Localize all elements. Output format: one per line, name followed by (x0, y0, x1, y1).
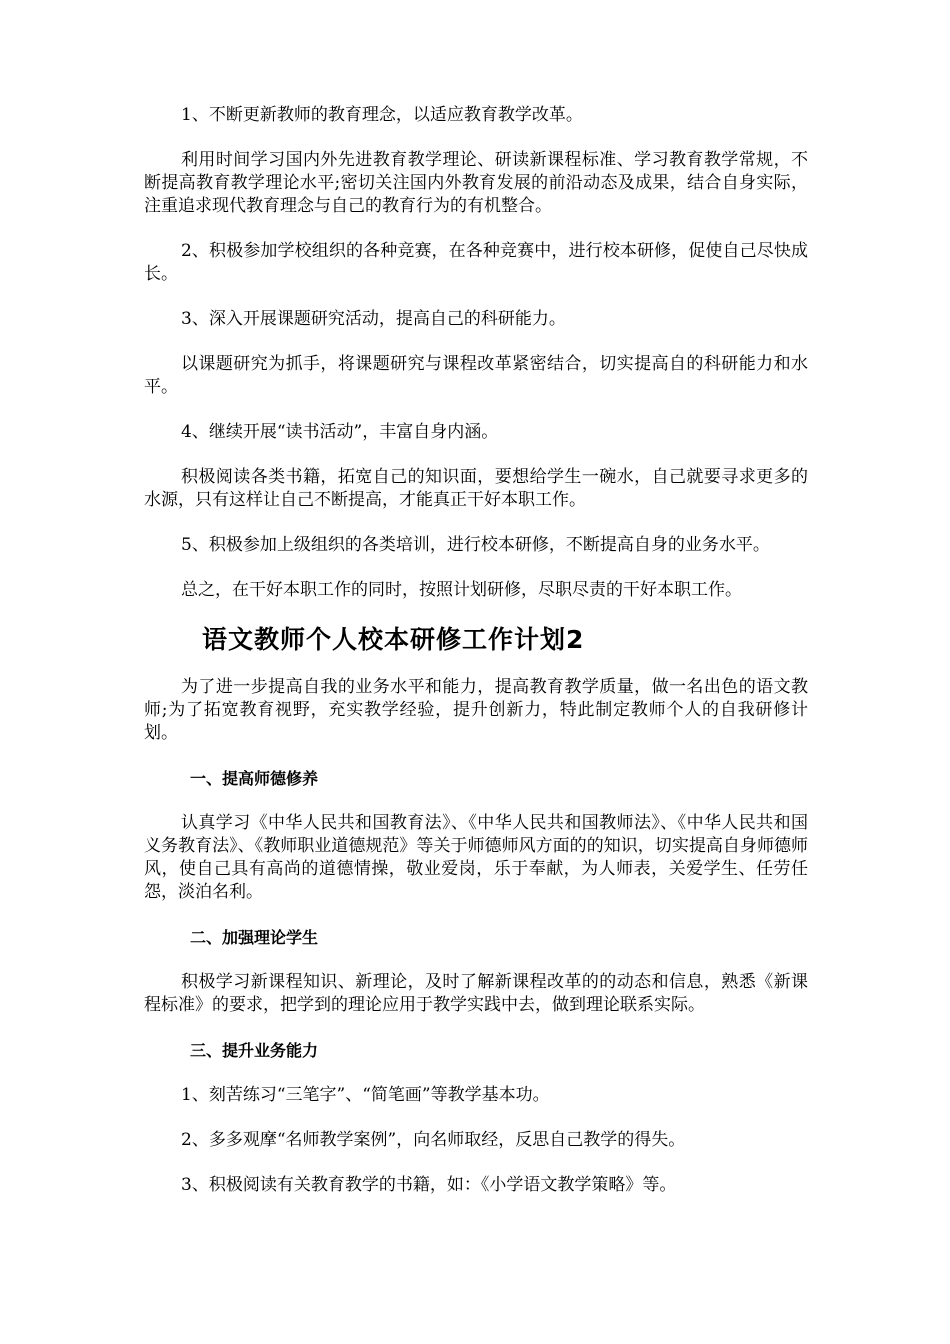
document-page (144, 104, 808, 1219)
paragraph-12: 积极学习新课程知识、新理论，及时了解新课程改革的的动态和信息，熟悉《新课程标准》的要求，把学到的理论应用于教学实践中去，做到理论联系实际。 (144, 972, 808, 1015)
paragraph-7: 积极阅读各类书籍，拓宽自己的知识面，要想给学生一碗水，自己就要寻求更多的水源，只有这样让自己不断提高，才能真正干好本职工作。 (144, 467, 808, 510)
paragraph-11: 认真学习《中华人民共和国教育法》、《中华人民共和国教师法》、《中华人民共和国义务教育法》、《教师职业道德规范》等关于师德师风方面的的知识，切实提高自身师德师风，使自己具有高尚的道德情操，敬业爱岗，乐于奉献，为人师表，关爱学生、任劳任怨，淡泊名利。 (144, 813, 808, 902)
section-heading-2: 二、加强理论学生 (190, 928, 319, 947)
paragraph-8: 5、积极参加上级组织的各类培训，进行校本研修，不断提高自身的业务水平。 (181, 535, 770, 555)
paragraph-14: 2、多多观摩“名师教学案例”，向名师取经，反思自己教学的得失。 (181, 1130, 686, 1150)
paragraph-6: 4、继续开展“读书活动”，丰富自身内涵。 (181, 422, 499, 442)
paragraph-5: 以课题研究为抓手，将课题研究与课程改革紧密结合，切实提高自的科研能力和水平。 (144, 354, 808, 397)
paragraph-13: 1、刻苦练习“三笔字”、“简笔画”等教学基本功。 (181, 1085, 550, 1105)
paragraph-15: 3、积极阅读有关教育教学的书籍，如：《小学语文教学策略》等。 (181, 1175, 677, 1195)
paragraph-9: 总之，在干好本职工作的同时，按照计划研修，尽职尽责的干好本职工作。 (181, 580, 742, 600)
paragraph-3: 2、积极参加学校组织的各种竞赛，在各种竞赛中，进行校本研修，促使自己尽快成长。 (144, 241, 808, 284)
paragraph-10: 为了进一步提高自我的业务水平和能力，提高教育教学质量，做一名出色的语文教师;为了拓宽教育视野，充实教学经验，提升创新力，特此制定教师个人的自我研修计划。 (144, 677, 808, 743)
document-title: 语文教师个人校本研修工作计划2 (202, 625, 585, 654)
paragraph-2: 利用时间学习国内外先进教育教学理论、研读新课程标准、学习教育教学常规，不断提高教育教学理论水平;密切关注国内外教育发展的前沿动态及成果，结合自身实际，注重追求现代教育理念与自己的教育行为的有机整合。 (144, 150, 808, 216)
paragraph-4: 3、深入开展课题研究活动，提高自己的科研能力。 (181, 309, 566, 329)
paragraph-1: 1、不断更新教师的教育理念，以适应教育教学改革。 (181, 105, 583, 125)
section-heading-1: 一、提高师德修养 (190, 769, 319, 788)
section-heading-3: 三、提升业务能力 (190, 1041, 319, 1060)
